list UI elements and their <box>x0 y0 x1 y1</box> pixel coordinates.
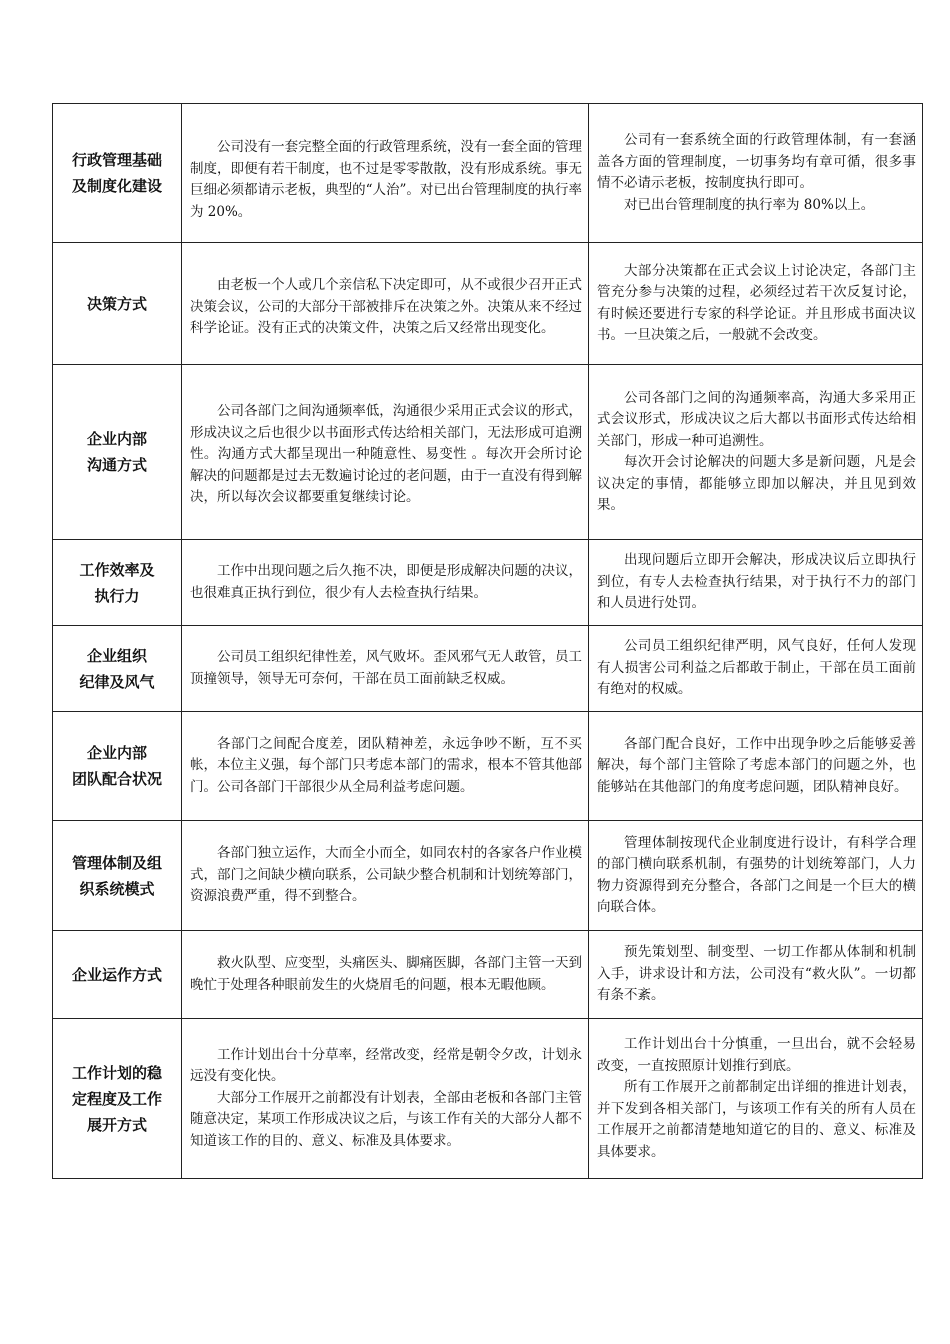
before-cell: 由老板一个人或几个亲信私下决定即可，从不或很少召开正式决策会议，公司的大部分干部被排斥在决策之外。决策从来不经过科学论证。没有正式的决策文件，决策之后又经常出现变化。 <box>182 243 589 365</box>
before-cell: 各部门独立运作，大而全小而全，如同农村的各家各户作业模式，部门之间缺少横向联系，公司缺少整合机制和计划统筹部门，资源浪费严重，得不到整合。 <box>182 821 589 931</box>
table-row <box>53 243 923 365</box>
before-cell: 公司员工组织纪律性差，风气败坏。歪风邪气无人敢管，员工顶撞领导，领导无可奈何，干部在员工面前缺乏权威。 <box>182 626 589 712</box>
after-cell: 预先策划型、制变型、一切工作都从体制和机制入手，讲求设计和方法，公司没有“救火队”。一切都有条不紊。 <box>589 931 923 1019</box>
before-cell: 工作中出现问题之后久拖不决，即便是形成解决问题的决议，也很难真正执行到位，很少有人去检查执行结果。 <box>182 540 589 626</box>
table-row <box>53 626 923 712</box>
row-label: 工作效率及 执行力 <box>53 540 182 626</box>
after-cell: 工作计划出台十分慎重，一旦出台，就不会轻易改变，一直按照原计划推行到底。 所有工作展开之前都制定出详细的推进计划表，并下发到各相关部门，与该项工作有关的所有人员在工作展开之前都清楚地知道它的目的、意义、标准及具体要求。 <box>589 1019 923 1179</box>
after-cell: 公司员工组织纪律严明，风气良好，任何人发现有人损害公司利益之后都敢于制止，干部在员工面前有绝对的权威。 <box>589 626 923 712</box>
table-row <box>53 365 923 540</box>
comparison-table <box>52 103 923 1179</box>
after-cell: 各部门配合良好，工作中出现争吵之后能够妥善解决，每个部门主管除了考虑本部门的问题之外，也能够站在其他部门的角度考虑问题，团队精神良好。 <box>589 712 923 821</box>
before-cell: 工作计划出台十分草率，经常改变，经常是朝令夕改，计划永远没有变化快。 大部分工作展开之前都没有计划表，全部由老板和各部门主管随意决定，某项工作形成决议之后，与该工作有关的大部分人都不知道该工作的目的、意义、标准及具体要求。 <box>182 1019 589 1179</box>
before-cell: 公司没有一套完整全面的行政管理系统，没有一套全面的管理制度，即便有若干制度，也不过是零零散散，没有形成系统。事无巨细必须都请示老板，典型的“人治”。对已出台管理制度的执行率为 20%。 <box>182 104 589 243</box>
row-label: 企业组织 纪律及风气 <box>53 626 182 712</box>
before-cell: 公司各部门之间沟通频率低，沟通很少采用正式会议的形式，形成决议之后也很少以书面形式传达给相关部门，无法形成可追溯性。沟通方式大都呈现出一种随意性、易变性 。每次开会所讨论解决的问题都是过去无数遍讨论过的老问题，由于一直没有得到解决，所以每次会议都要重复继续讨论。 <box>182 365 589 540</box>
before-cell: 救火队型、应变型，头痛医头、脚痛医脚，各部门主管一天到晚忙于处理各种眼前发生的火烧眉毛的问题，根本无暇他顾。 <box>182 931 589 1019</box>
before-cell: 各部门之间配合度差，团队精神差，永远争吵不断，互不买帐，本位主义强，每个部门只考虑本部门的需求，根本不管其他部门。公司各部门干部很少从全局利益考虑问题。 <box>182 712 589 821</box>
row-label: 企业内部 沟通方式 <box>53 365 182 540</box>
after-cell: 公司各部门之间的沟通频率高，沟通大多采用正式会议形式，形成决议之后大都以书面形式传达给相关部门，形成一种可追溯性。 每次开会讨论解决的问题大多是新问题，凡是会议决定的事情，都能够立即加以解决，并且见到效果。 <box>589 365 923 540</box>
table-row <box>53 931 923 1019</box>
table-row <box>53 712 923 821</box>
row-label: 决策方式 <box>53 243 182 365</box>
after-cell: 出现问题后立即开会解决，形成决议后立即执行到位，有专人去检查执行结果，对于执行不力的部门和人员进行处罚。 <box>589 540 923 626</box>
row-label: 企业内部 团队配合状况 <box>53 712 182 821</box>
after-cell: 大部分决策都在正式会议上讨论决定，各部门主管充分参与决策的过程，必须经过若干次反复讨论，有时候还要进行专家的科学论证。并且形成书面决议书。一旦决策之后，一般就不会改变。 <box>589 243 923 365</box>
after-cell: 管理体制按现代企业制度进行设计，有科学合理的部门横向联系机制，有强势的计划统筹部门，人力物力资源得到充分整合，各部门之间是一个巨大的横向联合体。 <box>589 821 923 931</box>
row-label: 企业运作方式 <box>53 931 182 1019</box>
table-row <box>53 821 923 931</box>
table-row <box>53 104 923 243</box>
after-cell: 公司有一套系统全面的行政管理体制，有一套涵盖各方面的管理制度，一切事务均有章可循，很多事情不必请示老板，按制度执行即可。 对已出台管理制度的执行率为 80%以上。 <box>589 104 923 243</box>
row-label: 行政管理基础 及制度化建设 <box>53 104 182 243</box>
table-row <box>53 540 923 626</box>
row-label: 管理体制及组 织系统模式 <box>53 821 182 931</box>
table-row <box>53 1019 923 1179</box>
row-label: 工作计划的稳 定程度及工作 展开方式 <box>53 1019 182 1179</box>
